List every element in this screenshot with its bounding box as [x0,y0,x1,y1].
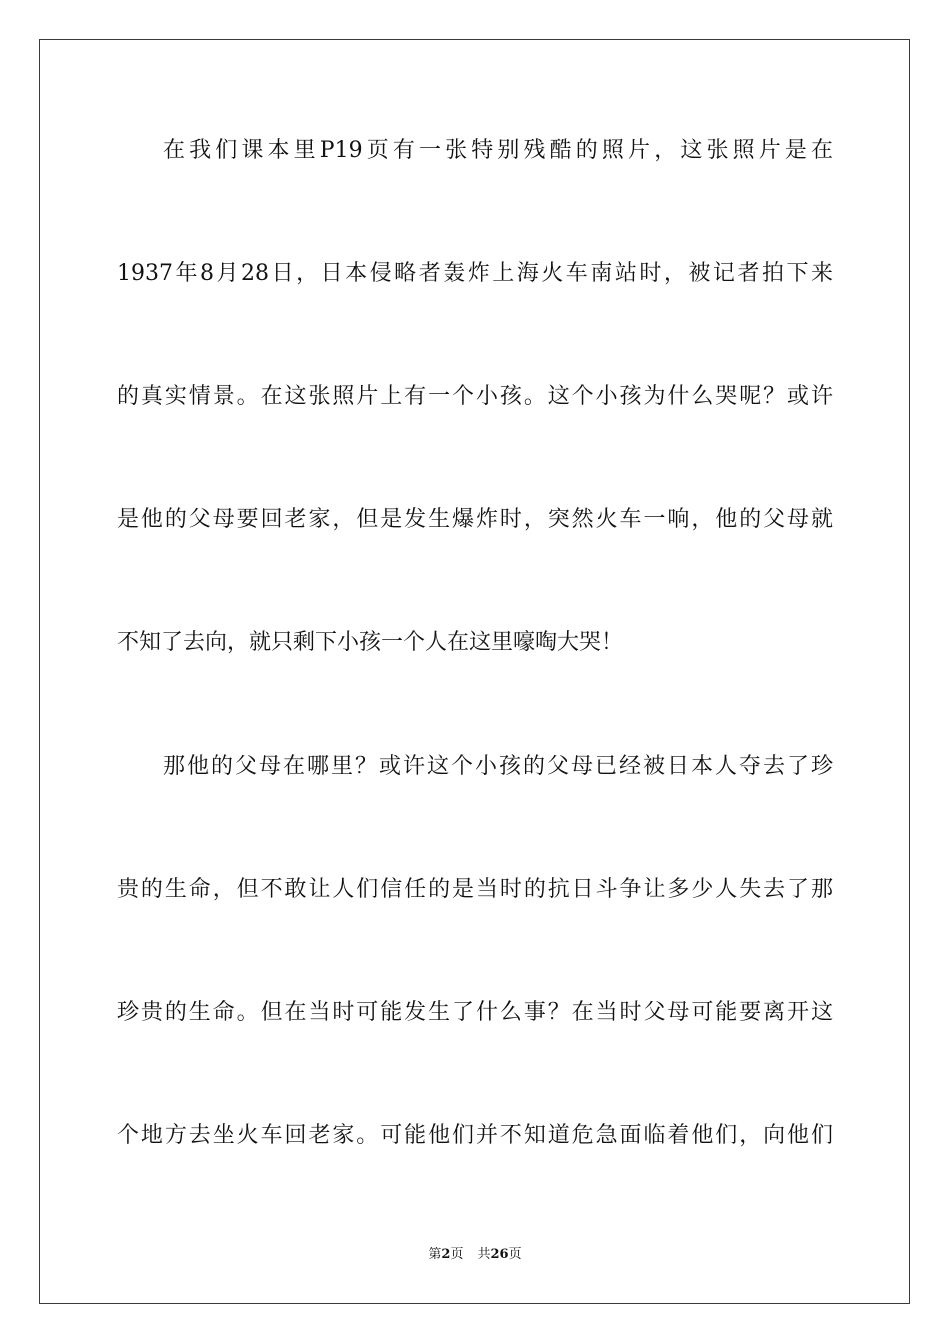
paragraph-1-line-2: 1937年8月28日，日本侵略者轰炸上海火车南站时，被记者拍下来 [117,261,833,286]
footer-total-suffix: 页 [508,1247,522,1262]
page-footer [0,1246,950,1264]
paragraph-2-line-2: 贵的生命，但不敢让人们信任的是当时的抗日斗争让多少人失去了那 [117,877,833,902]
page-border [39,39,910,1304]
footer-page-prefix: 第 [428,1247,442,1262]
paragraph-2-line-3: 珍贵的生命。但在当时可能发生了什么事？在当时父母可能要离开这 [117,1000,833,1025]
footer-page-number: 2 [441,1247,451,1262]
paragraph-1-line-3: 的真实情景。在这张照片上有一个小孩。这个小孩为什么哭呢？或许 [117,384,833,409]
footer-total-prefix: 共 [477,1247,491,1262]
paragraph-1-line-5: 不知了去向，就只剩下小孩一个人在这里嚎啕大哭！ [117,630,624,655]
paragraph-2-line-4: 个地方去坐火车回老家。可能他们并不知道危急面临着他们，向他们 [117,1123,833,1148]
footer-page-suffix: 页 [450,1247,464,1262]
paragraph-1-line-1: 在我们课本里P19页有一张特别残酷的照片，这张照片是在 [163,138,833,163]
paragraph-1-line-4: 是他的父母要回老家，但是发生爆炸时，突然火车一响，他的父母就 [117,507,833,532]
footer-total-number: 26 [490,1247,509,1262]
paragraph-2-line-1: 那他的父母在哪里？或许这个小孩的父母已经被日本人夺去了珍 [163,754,833,779]
